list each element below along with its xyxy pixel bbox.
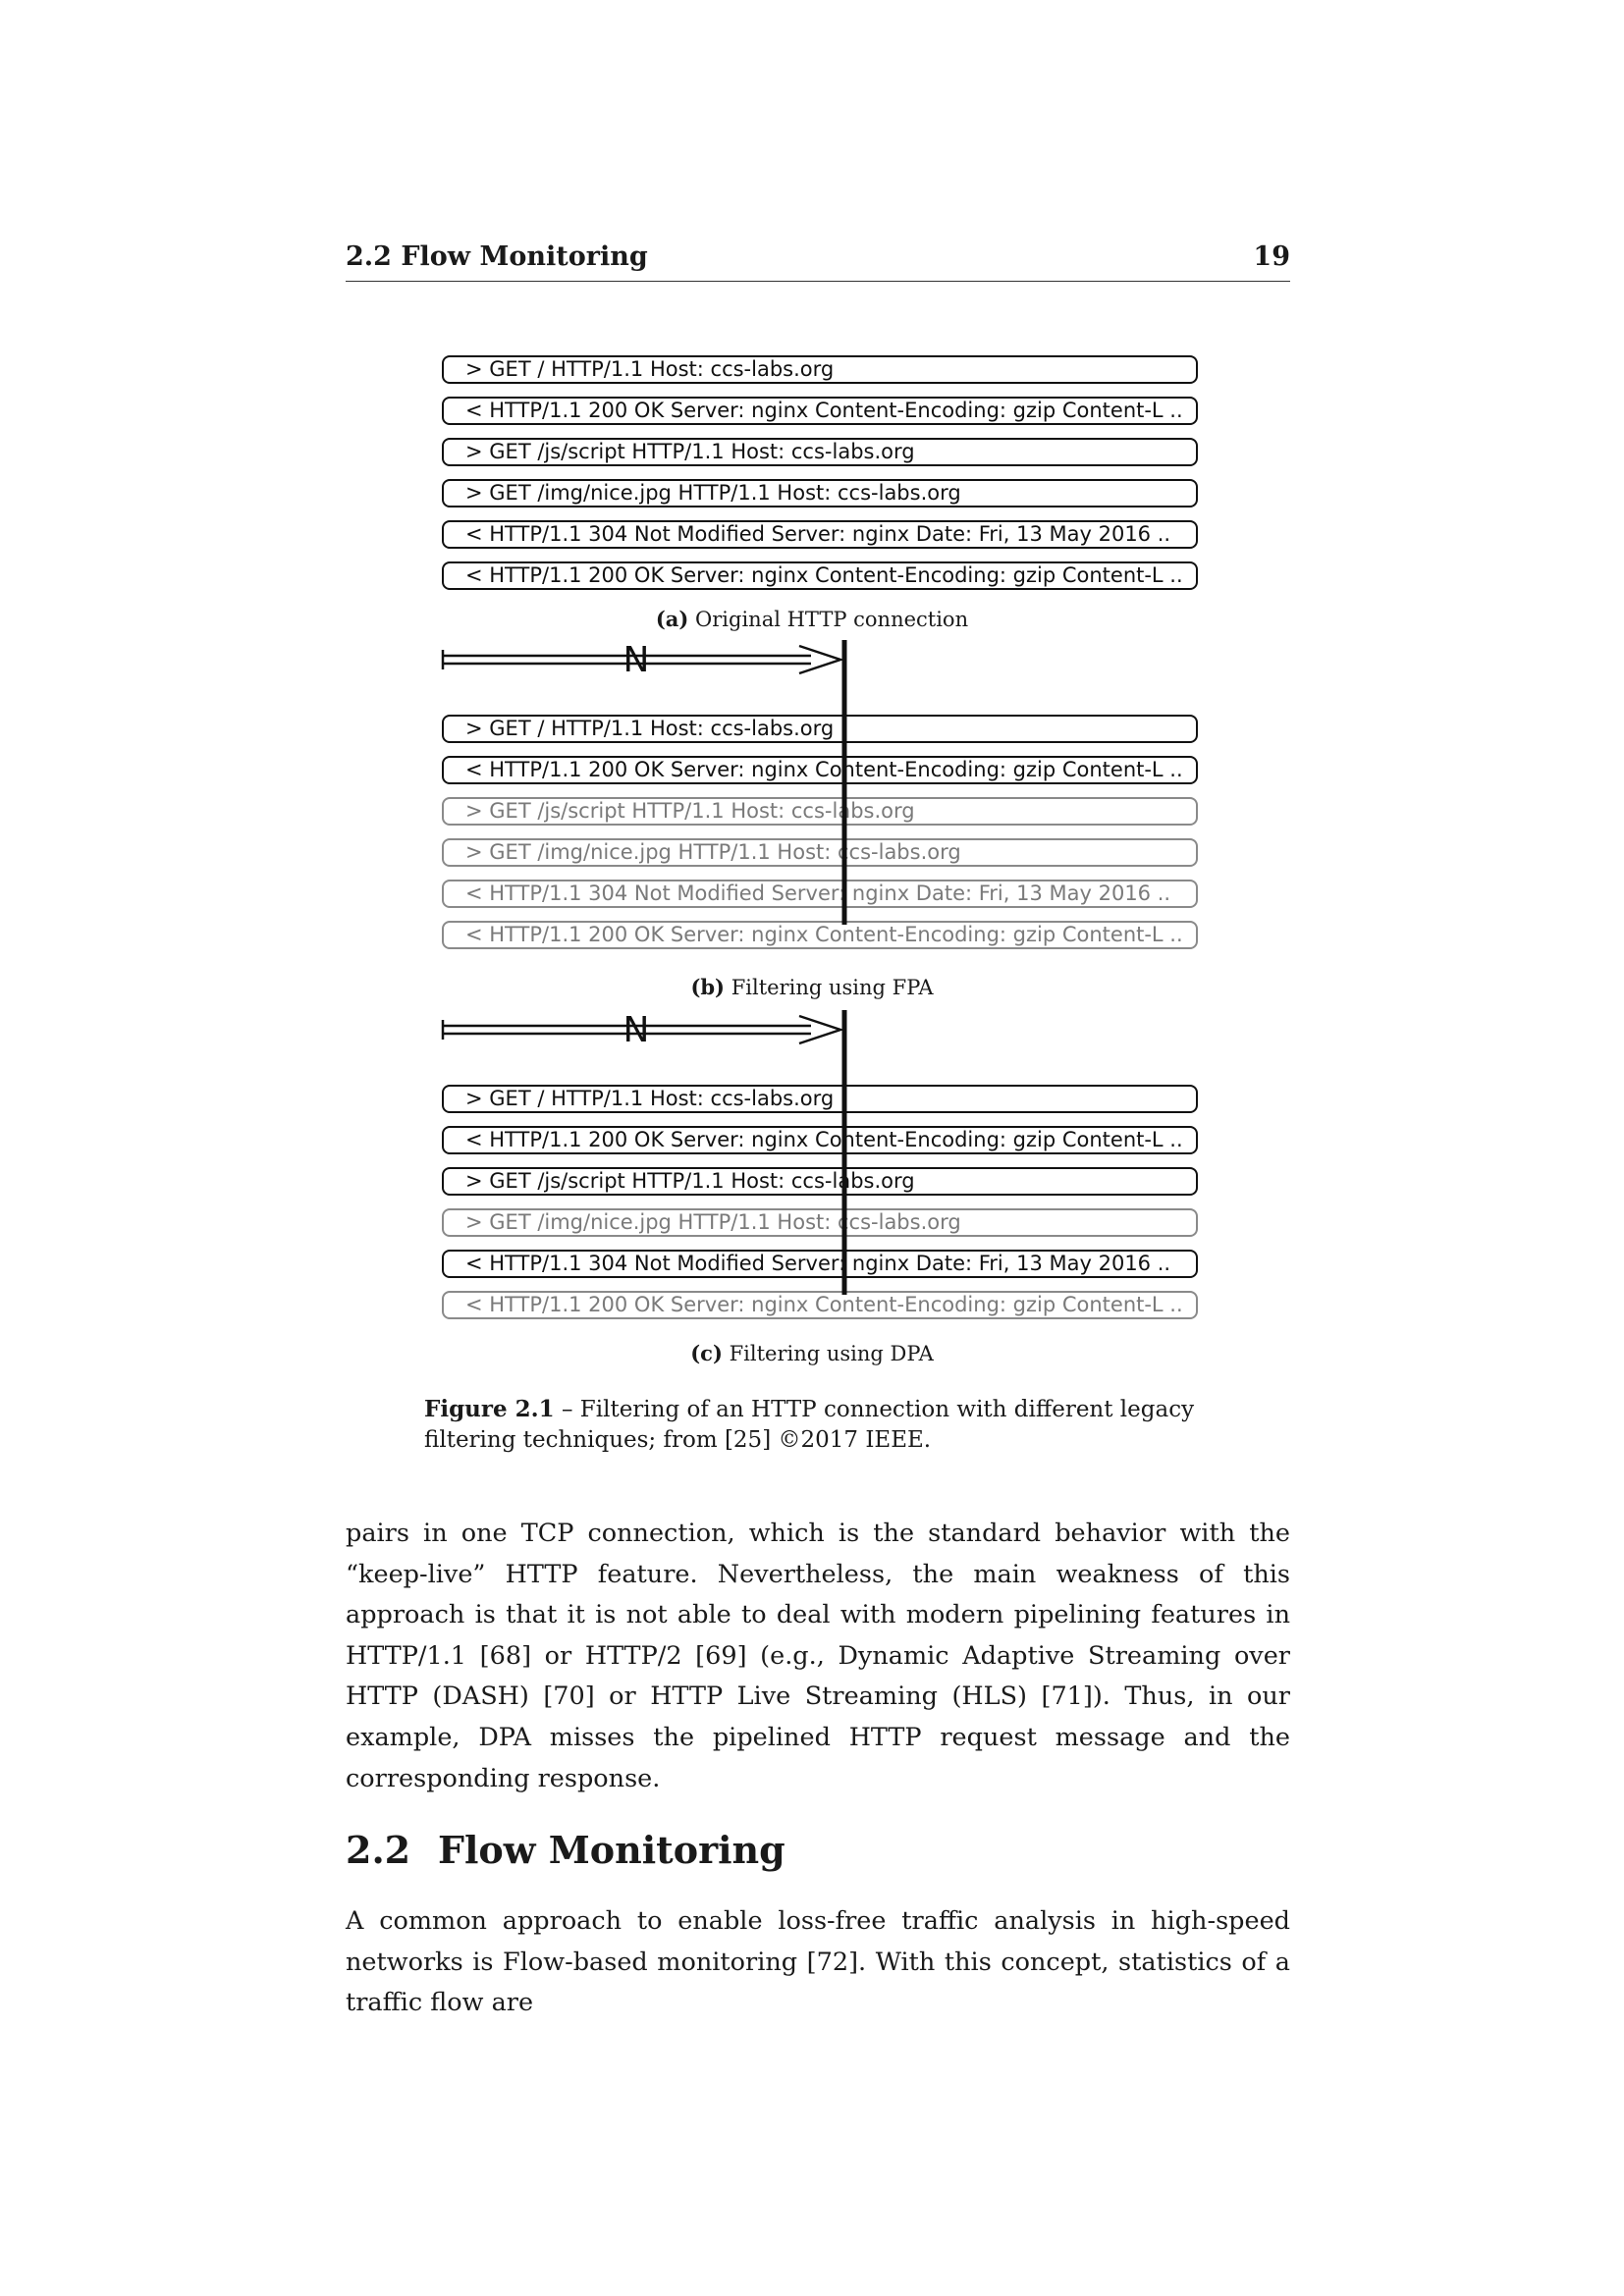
http-message: < HTTP/1.1 304 Not Modified Server: nginx Date: Fri, 13 May 2016 .. (442, 1250, 1198, 1278)
http-message: < HTTP/1.1 200 OK Server: nginx Content-Encoding: gzip Content-L .. (442, 1126, 1198, 1154)
http-message: < HTTP/1.1 304 Not Modified Server: nginx Date: Fri, 13 May 2016 .. (442, 520, 1198, 549)
subcaption-label: (c) (690, 1341, 723, 1365)
http-message: > GET /img/nice.jpg HTTP/1.1 Host: ccs-labs.org (442, 479, 1198, 507)
running-head (346, 241, 1290, 282)
subcaption-c (0, 1341, 1624, 1365)
http-message-filtered: < HTTP/1.1 304 Not Modified Server: nginx Date: Fri, 13 May 2016 .. (442, 880, 1198, 908)
http-message-filtered: < HTTP/1.1 200 OK Server: nginx Content-Encoding: gzip Content-L .. (442, 1291, 1198, 1319)
subcaption-label: (b) (690, 975, 725, 999)
subcaption-b (0, 975, 1624, 999)
section-number: 2.2 (346, 1828, 411, 1872)
http-message-filtered: > GET /js/script HTTP/1.1 Host: ccs-labs.org (442, 797, 1198, 826)
subcaption-text: Filtering using DPA (729, 1342, 934, 1365)
http-message-filtered: < HTTP/1.1 200 OK Server: nginx Content-Encoding: gzip Content-L .. (442, 921, 1198, 949)
figure-caption (424, 1394, 1229, 1456)
window-label: N (623, 640, 650, 680)
http-message: > GET / HTTP/1.1 Host: ccs-labs.org (442, 355, 1198, 384)
http-message: < HTTP/1.1 200 OK Server: nginx Content-Encoding: gzip Content-L .. (442, 756, 1198, 784)
http-message-filtered: > GET /img/nice.jpg HTTP/1.1 Host: ccs-labs.org (442, 1208, 1198, 1237)
subcaption-label: (a) (655, 607, 689, 631)
window-label: N (623, 1010, 650, 1050)
paragraph: pairs in one TCP connection, which is the standard behavior with the “keep-live” HTTP feature. Nevertheless, the main weakness of this approach is that it is not able to deal with modern pipelining features in HTTP/1.1 [68] or HTTP/2 [69] (e.g., Dynamic Adaptive Streaming over HTTP (DASH) [70] or HTTP Live Streaming (HLS) [71]). Thus, in our example, DPA misses the pipelined HTTP request message and the corresponding response. (346, 1519, 1290, 1793)
figure-caption-text: – Filtering of an HTTP connection with different legacy filtering techniques; from [25] ©2017 IEEE. (424, 1397, 1195, 1453)
section-title: Flow Monitoring (438, 1828, 785, 1872)
section-heading (346, 1828, 785, 1872)
subcaption-text: Original HTTP connection (695, 608, 969, 631)
http-message: > GET /js/script HTTP/1.1 Host: ccs-labs.org (442, 1167, 1198, 1196)
subcaption-text: Filtering using FPA (731, 976, 934, 999)
subcaption-a (0, 607, 1624, 631)
http-message: > GET / HTTP/1.1 Host: ccs-labs.org (442, 715, 1198, 743)
paragraph: A common approach to enable loss-free traffic analysis in high-speed networks is Flow-based monitoring [72]. With this concept, statistics of a traffic flow are (346, 1906, 1290, 2018)
running-head-title: 2.2 Flow Monitoring (346, 241, 648, 272)
http-message: > GET / HTTP/1.1 Host: ccs-labs.org (442, 1085, 1198, 1113)
http-message: < HTTP/1.1 200 OK Server: nginx Content-Encoding: gzip Content-L .. (442, 397, 1198, 425)
figure-caption-label: Figure 2.1 (424, 1396, 555, 1422)
http-message: < HTTP/1.1 200 OK Server: nginx Content-Encoding: gzip Content-L .. (442, 561, 1198, 590)
http-message-filtered: > GET /img/nice.jpg HTTP/1.1 Host: ccs-labs.org (442, 838, 1198, 867)
http-message: > GET /js/script HTTP/1.1 Host: ccs-labs.org (442, 438, 1198, 466)
page-number: 19 (1253, 241, 1290, 272)
